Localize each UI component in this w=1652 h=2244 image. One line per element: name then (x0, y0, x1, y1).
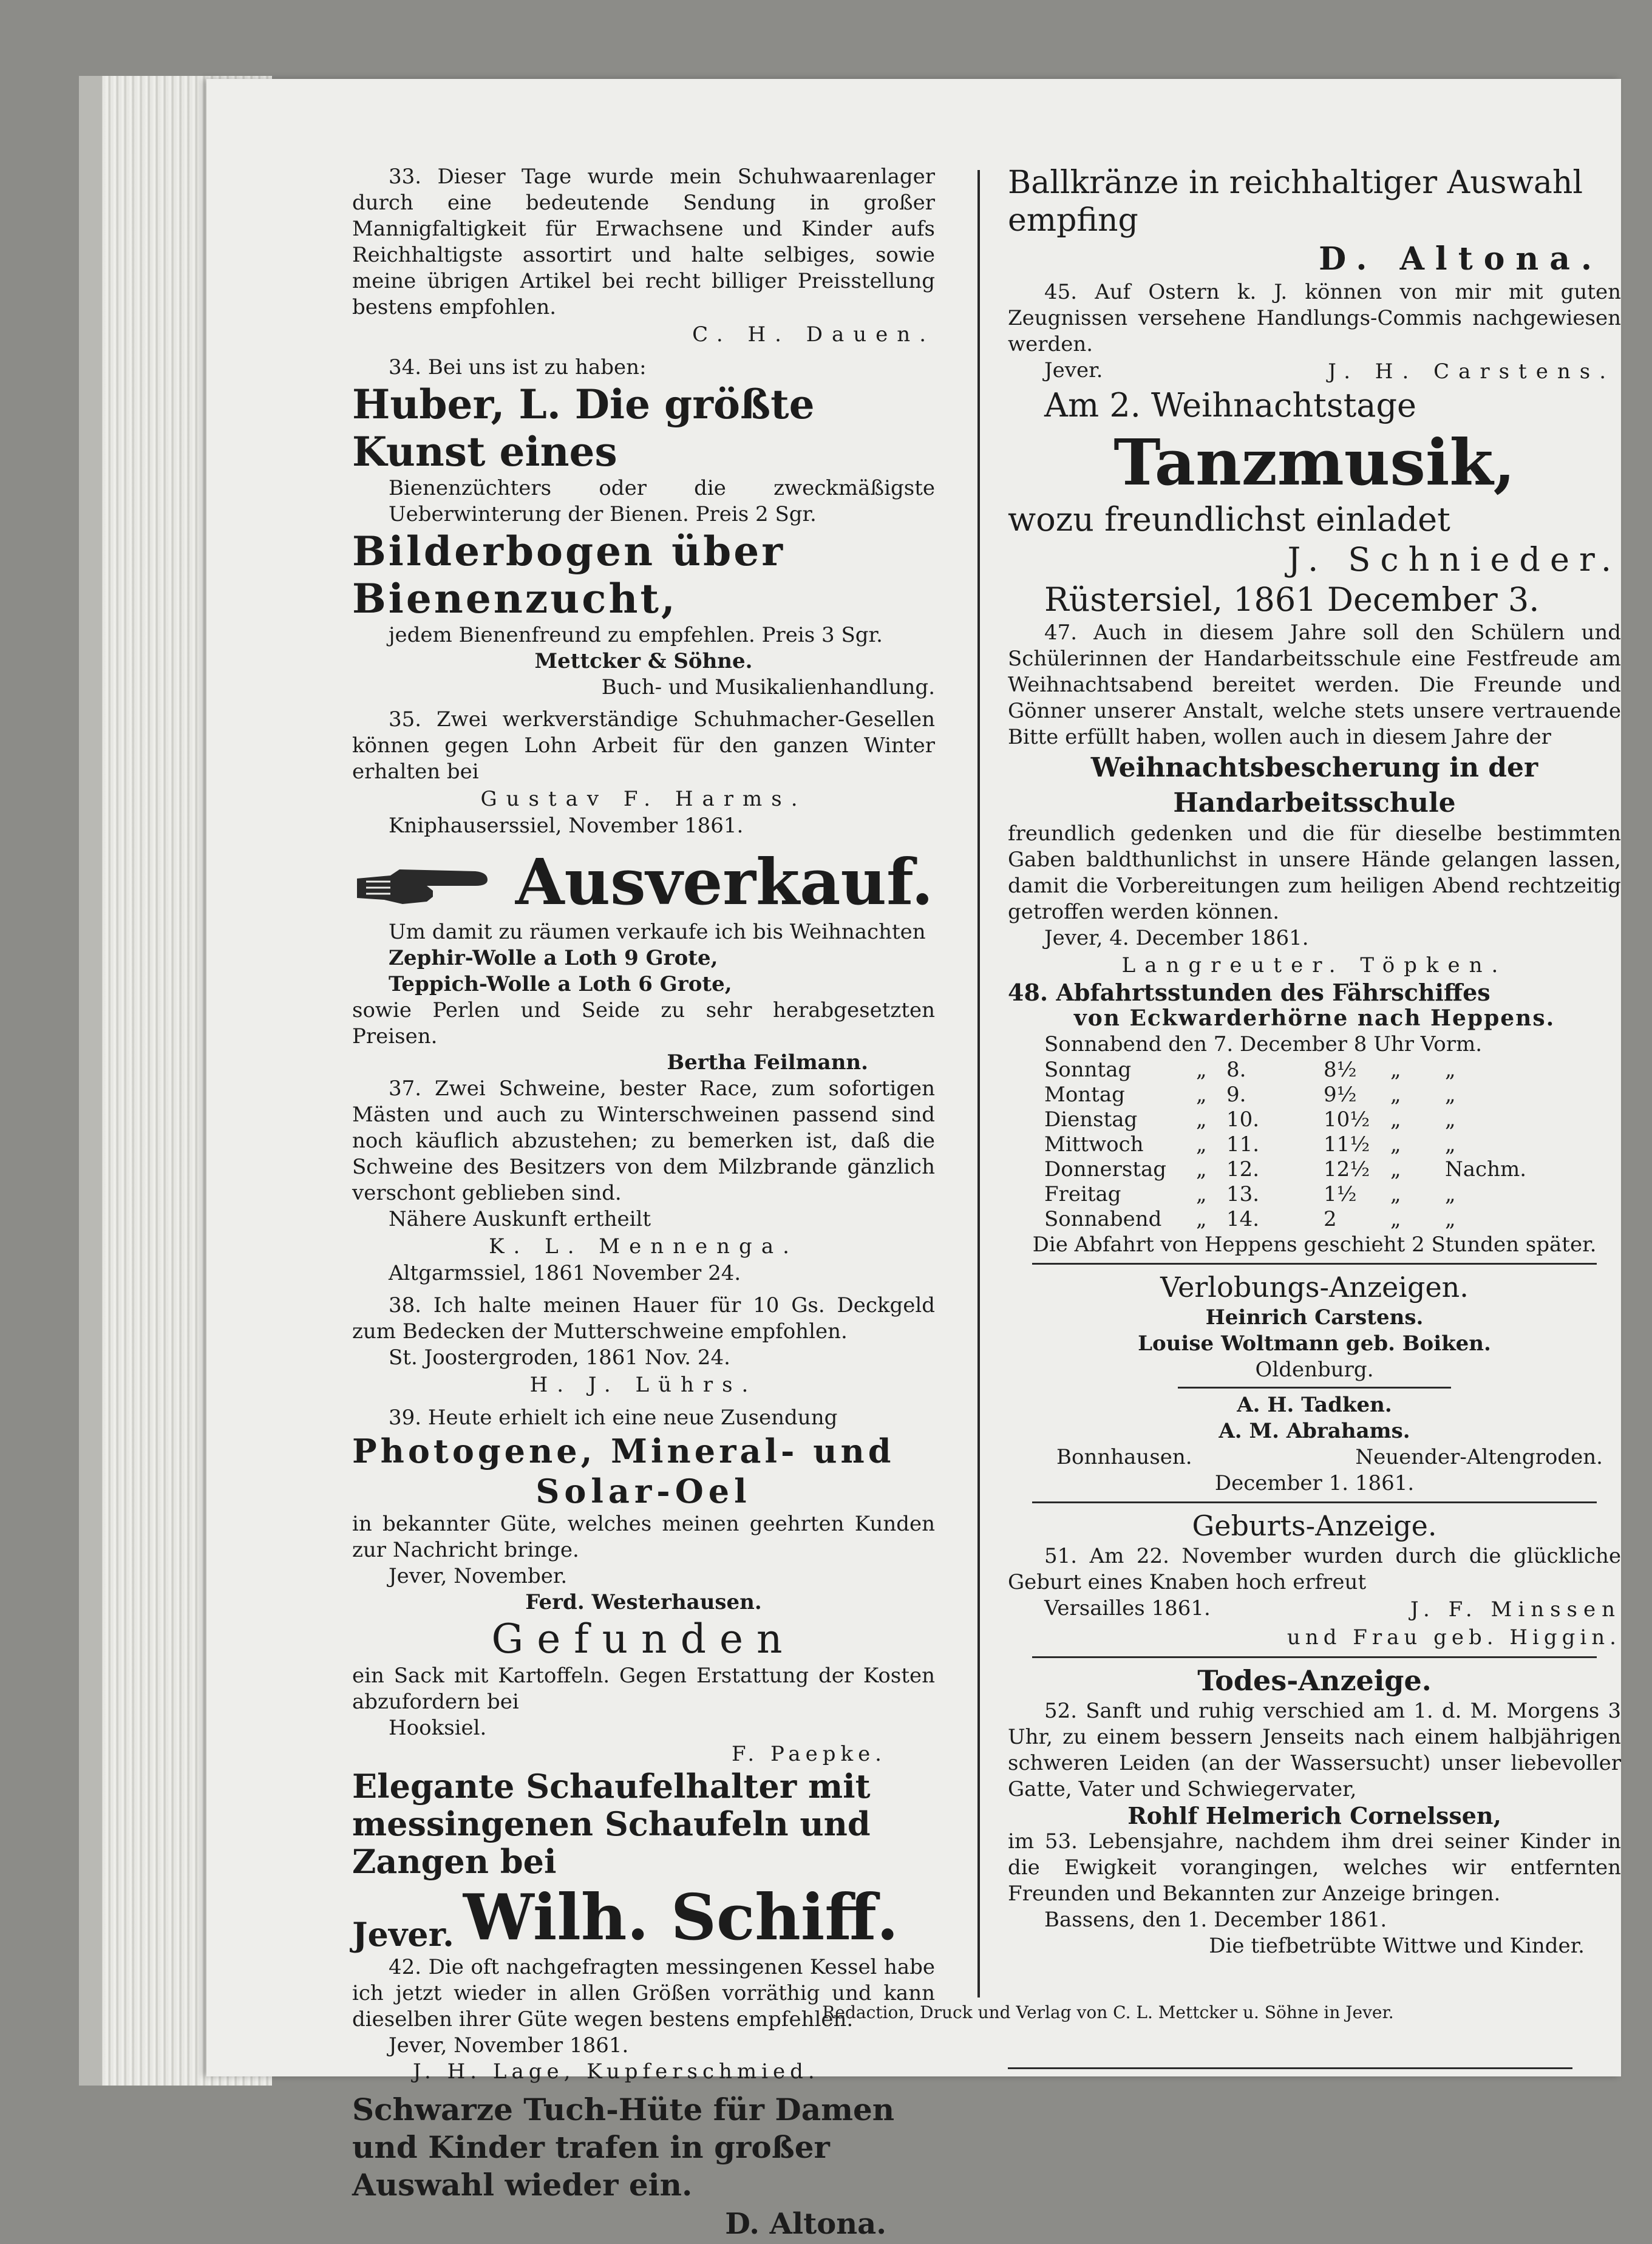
ad-37-info: Nähere Auskunft ertheilt (389, 1207, 651, 1231)
death-text-2: im 53. Lebensjahre, nachdem ihm drei seiner Kinder in die Ewigkeit vorangingen, welches wir entfernten Freunden und Bekannten zur Anzeige bringen. (1008, 1829, 1621, 1906)
ad-39-title-1: Photogene, Mineral- und (352, 1432, 895, 1470)
ferry-ditto: „ (1390, 1182, 1401, 1206)
ferry-ditto: „ (1390, 1083, 1401, 1107)
ferry-day: Donnerstag (1044, 1157, 1167, 1182)
ad-46-place: Rüstersiel, 1861 December 3. (1044, 580, 1540, 619)
birth-place: Versailles 1861. (1044, 1596, 1211, 1620)
ad-47-title-1: Weihnachtsbescherung in der (1090, 752, 1538, 783)
ferry-period: „ (1445, 1132, 1456, 1157)
ad-34-intro: 34. Bei uns ist zu haben: (389, 355, 647, 379)
ferry-date: 8. (1226, 1058, 1246, 1082)
ad-33 (352, 164, 935, 348)
ferry-ditto: „ (1196, 1182, 1207, 1206)
ferry-ditto: „ (1196, 1107, 1207, 1132)
ad-45-signature: J. H. Carstens. (1328, 359, 1615, 384)
engagement-places-line (1008, 1444, 1621, 1470)
ferry-ditto: „ (1390, 1157, 1401, 1182)
ferry-date: 14. (1226, 1207, 1260, 1231)
ad-36-signature: Bertha Feilmann. (667, 1050, 868, 1075)
engagement-place-right: Neuender-Altengroden. (1355, 1445, 1603, 1469)
birth-notice (1008, 1508, 1621, 1651)
ferry-period: Nachm. (1445, 1157, 1527, 1182)
ad-47-text-2: freundlich gedenken und die für dieselbe bestimmten Gaben baldthunlichst in unsere Hände gelangen lassen, damit die Vorbereitungen zum heiligen Abend rechtzeitig getroffen werden können. (1008, 821, 1621, 924)
ad-45 (1008, 279, 1621, 386)
engagement-name-2: Louise Woltmann geb. Boiken. (1138, 1331, 1491, 1356)
ad-42-signature: J. H. Lage, Kupferschmied. (413, 2059, 820, 2084)
ad-34 (352, 355, 935, 701)
ad-35-place: Kniphauserssiel, November 1861. (389, 814, 744, 838)
ad-47-text: 47. Auch in diesem Jahre soll den Schülern und Schülerinnen der Handarbeitsschule eine Festfreude am Weihnachtsabend bereitet werden. Die Freunde und Gönner unserer Anstalt, welche stets unsere vertrauende Bitte erfüllt haben, wollen auch in diesem Jahre der (1008, 620, 1621, 749)
birth-title: Geburts-Anzeige. (1192, 1509, 1437, 1542)
ad-48-title: 48. Abfahrtsstunden des Fährschiffes (1008, 979, 1491, 1006)
death-signature: Die tiefbetrübte Wittwe und Kinder. (1209, 1934, 1585, 1958)
ad-45-text: 45. Auf Ostern k. J. können von mir mit guten Zeugnissen versehene Handlungs-Commis nachgewiesen werden. (1008, 280, 1621, 356)
engagement-place: Oldenburg. (1255, 1358, 1374, 1382)
ad-47-title-2: Handarbeitsschule (1173, 787, 1456, 818)
ad-46 (1008, 386, 1621, 620)
ad-34-firm-sub: Buch- und Musikalienhandlung. (601, 675, 935, 699)
footer-rule (1008, 2067, 1572, 2069)
ad-34-desc-2: jedem Bienenfreund zu empfehlen. Preis 3 Sgr. (389, 623, 883, 647)
ad-46-line-1: Am 2. Weihnachtstage (1044, 386, 1416, 424)
ad-41-title: Elegante Schaufelhalter mit messingenen Schaufeln und Zangen bei (352, 1767, 871, 1881)
ferry-ditto: „ (1390, 1058, 1401, 1082)
newspaper-page (206, 79, 1621, 2241)
ferry-ditto: „ (1196, 1157, 1207, 1182)
divider-rule (1032, 1263, 1597, 1265)
ad-36-item-1: Zephir-Wolle a Loth 9 Grote, (389, 946, 718, 970)
ferry-date: 11. (1226, 1132, 1260, 1157)
ad-43-title: Schwarze Tuch-Hüte für Damen und Kinder trafen in großer Auswahl wieder ein. (352, 2092, 895, 2203)
ad-48-note: Die Abfahrt von Heppens geschieht 2 Stunden später. (1032, 1232, 1597, 1257)
ferry-row (1008, 1083, 1621, 1107)
ferry-ditto: „ (1390, 1107, 1401, 1132)
ferry-row (1008, 1058, 1621, 1083)
ad-47-signature: Langreuter. Töpken. (1121, 953, 1508, 977)
ad-34-title-2: Bilderbogen über Bienenzucht, (352, 528, 786, 622)
engagement-name-4: A. M. Abrahams. (1219, 1419, 1410, 1443)
divider-rule (1032, 1656, 1597, 1658)
engagement-place-left: Bonnhausen. (1056, 1445, 1192, 1469)
imprint-footer: Redaction, Druck und Verlag von C. L. Mettcker u. Söhne in Jever. (822, 2002, 1394, 2022)
ferry-period: „ (1445, 1207, 1456, 1231)
ad-48-first-departure: Sonnabend den 7. December 8 Uhr Vorm. (1044, 1032, 1483, 1056)
right-column (1008, 164, 1621, 1959)
engagement-name-3: A. H. Tadken. (1237, 1393, 1392, 1417)
ad-40 (352, 1616, 935, 1767)
ad-40-signature: F. Paepke. (732, 1742, 886, 1766)
ferry-row (1008, 1157, 1621, 1182)
ferry-day: Sonnabend (1044, 1207, 1162, 1231)
ferry-ditto: „ (1196, 1083, 1207, 1107)
ad-38-text: 38. Ich halte meinen Hauer für 10 Gs. Deckgeld zum Bedecken der Mutterschweine empfohlen. (352, 1293, 935, 1344)
ad-38 (352, 1293, 935, 1399)
ad-33-signature: C. H. Dauen. (692, 322, 935, 347)
ad-39-title-2: Solar-Oel (535, 1472, 752, 1511)
ad-47-place: Jever, 4. December 1861. (1044, 926, 1309, 950)
ad-38-place: St. Joostergroden, 1861 Nov. 24. (389, 1345, 730, 1370)
death-title: Todes-Anzeige. (1197, 1664, 1432, 1697)
ad-41-signature-line (352, 1880, 935, 1954)
ferry-date: 12. (1226, 1157, 1260, 1182)
ferry-row (1008, 1132, 1621, 1157)
ferry-date: 9. (1226, 1083, 1246, 1107)
engagement-date: December 1. 1861. (1214, 1471, 1415, 1495)
ferry-ditto: „ (1390, 1132, 1401, 1157)
ferry-day: Freitag (1044, 1182, 1121, 1206)
ferry-period: „ (1445, 1107, 1456, 1132)
ad-37-signature: K. L. Mennenga. (489, 1234, 798, 1259)
ad-46-line-2: wozu freundlichst einladet (1008, 500, 1450, 539)
ad-36-title: Ausverkauf. (515, 845, 934, 919)
ferry-row (1008, 1207, 1621, 1232)
ad-37 (352, 1076, 935, 1287)
ferry-schedule-table (1008, 1058, 1621, 1232)
ad-41-signature: Wilh. Schiff. (463, 1880, 899, 1954)
ferry-period: „ (1445, 1182, 1456, 1206)
ad-44 (1008, 164, 1621, 279)
pointing-hand-icon (354, 860, 494, 915)
ad-36 (352, 845, 935, 1076)
ad-35-signature: Gustav F. Harms. (480, 787, 807, 811)
ad-40-text: ein Sack mit Kartoffeln. Gegen Erstattung der Kosten abzufordern bei (352, 1664, 935, 1714)
death-notice (1008, 1663, 1621, 1959)
ad-39-place: Jever, November. (389, 1564, 568, 1588)
ferry-ditto: „ (1196, 1207, 1207, 1231)
ferry-row (1008, 1107, 1621, 1132)
ad-37-text: 37. Zwei Schweine, bester Race, zum sofortigen Mästen und auch zu Winterschweinen passend sind noch käuflich abzustehen; zu bemerken ist, daß die Schweine des Besitzers von dem Milzbrande gänzlich verschont geblieben sind. (352, 1076, 935, 1205)
ferry-ditto: „ (1196, 1058, 1207, 1082)
birth-signature-2: und Frau geb. Higgin. (1287, 1625, 1621, 1650)
ad-43 (352, 2091, 935, 2244)
birth-signature-1: J. F. Minssen (1410, 1597, 1621, 1622)
engagement-name-1: Heinrich Carstens. (1205, 1305, 1424, 1330)
ad-46-signature: J. Schnieder. (1287, 540, 1621, 579)
ad-34-firm: Mettcker & Söhne. (534, 649, 753, 673)
ad-37-place: Altgarmssiel, 1861 November 24. (389, 1261, 741, 1285)
ad-45-signature-line (1008, 358, 1621, 386)
column-divider (977, 170, 980, 1997)
ad-36-heading (352, 845, 935, 919)
ferry-period: „ (1445, 1058, 1456, 1082)
book-spine-band (79, 76, 102, 2086)
death-place: Bassens, den 1. December 1861. (1044, 1908, 1387, 1932)
ferry-ditto: „ (1390, 1207, 1401, 1231)
ad-39-intro: 39. Heute erhielt ich eine neue Zusendung (389, 1406, 838, 1430)
ad-36-item-2: Teppich-Wolle a Loth 6 Grote, (389, 972, 732, 996)
engagement-notice (1008, 1270, 1621, 1497)
ad-41-place: Jever. (352, 1915, 454, 1954)
ad-35 (352, 707, 935, 839)
ferry-ditto: „ (1196, 1132, 1207, 1157)
ad-48-subtitle: von Eckwarderhörne nach Heppens. (1073, 1005, 1555, 1031)
death-name: Rohlf Helmerich Cornelssen, (1127, 1802, 1501, 1829)
birth-signature-line (1008, 1596, 1621, 1623)
ad-42-text: 42. Die oft nachgefragten messingenen Kessel habe ich jetzt wieder in allen Größen vorräthig und kann dieselben ihrer Güte wegen bestens empfehlen. (352, 1955, 935, 2031)
left-column (352, 164, 935, 2244)
ferry-time: 8½ (1324, 1058, 1357, 1082)
ferry-day: Mittwoch (1044, 1132, 1144, 1157)
ad-45-place: Jever. (1044, 358, 1103, 382)
ad-39 (352, 1405, 935, 1616)
ferry-time: 11½ (1324, 1132, 1370, 1157)
ad-46-title: Tanzmusik, (1113, 425, 1515, 500)
ad-34-title-1: Huber, L. Die größte Kunst eines (352, 381, 815, 475)
divider-rule-short (1178, 1387, 1451, 1389)
ad-42-place: Jever, November 1861. (389, 2033, 629, 2058)
ferry-day: Montag (1044, 1083, 1125, 1107)
ad-39-signature: Ferd. Westerhausen. (525, 1590, 762, 1614)
ad-43-signature: D. Altona. (725, 2207, 886, 2241)
ad-35-text: 35. Zwei werkverständige Schuhmacher-Gesellen können gegen Lohn Arbeit für den ganzen Winter erhalten bei (352, 707, 935, 784)
death-text: 52. Sanft und ruhig verschied am 1. d. M. Morgens 3 Uhr, zu einem bessern Jenseits nach einem halbjährigen schweren Leiden (an der Wassersucht) unser liebevoller Gatte, Vater und Schwiegervater, (1008, 1699, 1621, 1801)
ad-48 (1008, 979, 1621, 1258)
ferry-date: 13. (1226, 1182, 1260, 1206)
divider-rule (1032, 1501, 1597, 1503)
birth-text: 51. Am 22. November wurden durch die glückliche Geburt eines Knaben hoch erfreut (1008, 1544, 1621, 1594)
engagement-title: Verlobungs-Anzeigen. (1160, 1271, 1469, 1304)
ad-33-text: 33. Dieser Tage wurde mein Schuhwaarenlager durch eine bedeutende Sendung in großer Mannigfaltigkeit für Erwachsene und Kinder aufs Reichhaltigste assortirt und halte selbiges, sowie meine übrigen Artikel bei recht billiger Preisstellung bestens empfohlen. (352, 165, 935, 319)
ad-40-place: Hooksiel. (389, 1716, 487, 1740)
ad-41 (352, 1767, 935, 1954)
ferry-time: 12½ (1324, 1157, 1370, 1182)
ad-40-title: Gefunden (491, 1616, 796, 1662)
ad-36-item-3: sowie Perlen und Seide zu sehr herabgesetzten Preisen. (352, 998, 935, 1049)
ferry-period: „ (1445, 1083, 1456, 1107)
ferry-day: Sonntag (1044, 1058, 1132, 1082)
ferry-time: 9½ (1324, 1083, 1357, 1107)
ferry-time: 1½ (1324, 1182, 1357, 1206)
ad-44-signature: D. Altona. (1319, 240, 1603, 277)
ad-47 (1008, 620, 1621, 979)
ferry-time: 2 (1324, 1207, 1337, 1231)
ferry-day: Dienstag (1044, 1107, 1138, 1132)
ferry-date: 10. (1226, 1107, 1260, 1132)
ad-36-intro: Um damit zu räumen verkaufe ich bis Weihnachten (389, 920, 926, 944)
ferry-row (1008, 1182, 1621, 1207)
ad-44-title: Ballkränze in reichhaltiger Auswahl empfing (1008, 165, 1583, 239)
ferry-time: 10½ (1324, 1107, 1370, 1132)
ad-39-text: in bekannter Güte, welches meinen geehrten Kunden zur Nachricht bringe. (352, 1512, 935, 1562)
ad-34-desc-1: Bienenzüchters oder die zweckmäßigste Ueberwinterung der Bienen. Preis 2 Sgr. (389, 476, 935, 526)
ad-38-signature: H. J. Lührs. (529, 1373, 758, 1397)
